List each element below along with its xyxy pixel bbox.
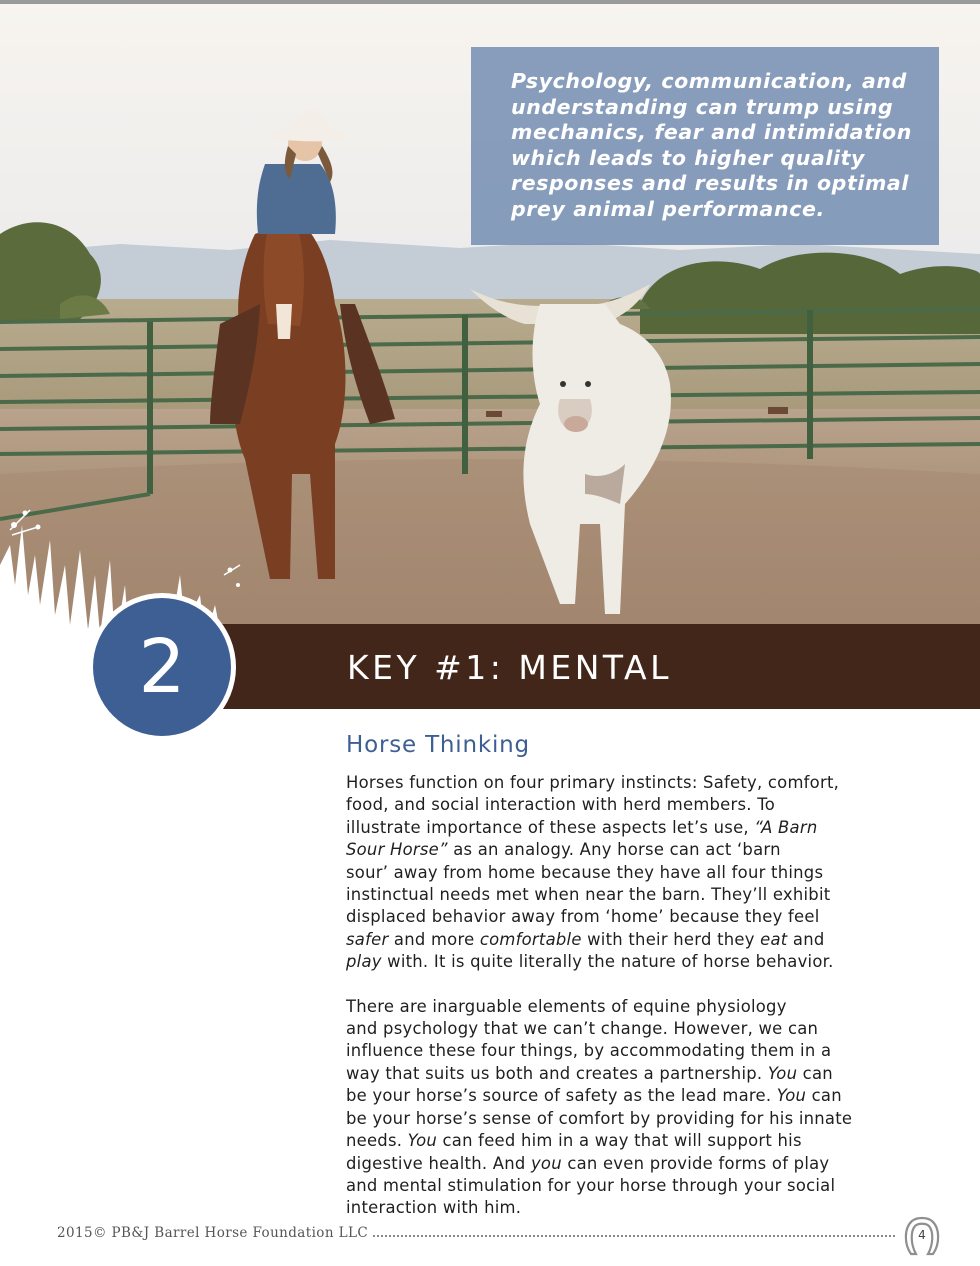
paragraph-2 [346,996,936,1220]
italic-run: eat [760,929,788,949]
text-run: and psychology that we can’t change. However, we can [346,1019,819,1039]
text-run: There are inarguable elements of equine physiology [346,996,787,1016]
text-line [346,906,936,928]
text-run: as an analogy. Any horse can act ‘barn [447,840,781,860]
text-run: with their herd they [581,929,761,949]
quote-line: which leads to higher quality [511,145,865,170]
footer-copyright: 2015© PB&J Barrel Horse Foundation LLC [57,1225,372,1241]
text-run: influence these four things, by accommodating them in a [346,1041,832,1061]
text-line [346,1040,936,1062]
text-run: way that suits us both and creates a partnership. [346,1063,768,1083]
text-run: sour’ away from home because they have all four things [346,862,824,882]
article-body [346,730,936,1220]
text-line [346,1175,936,1197]
text-run: needs. [346,1131,408,1151]
italic-run: You [776,1086,807,1106]
text-line [346,996,936,1018]
text-line [346,1018,936,1040]
text-line [346,1085,936,1107]
page-number: 4 [918,1228,926,1242]
text-run: digestive health. And [346,1153,531,1173]
quote-line: prey animal performance. [511,196,825,221]
text-run: food, and social interaction with herd members. To [346,795,775,815]
text-run: can [806,1086,842,1106]
text-line [346,1197,936,1219]
text-run: interaction with him. [346,1198,522,1218]
section-title: KEY #1: MENTAL [347,648,672,687]
italic-run: Sour Horse” [346,840,448,860]
text-line [346,839,936,861]
italic-run: safer [346,929,389,949]
footer-dotted-rule [360,1235,895,1237]
subheading: Horse Thinking [346,732,530,758]
text-line [346,1153,936,1175]
text-run: and [787,929,825,949]
text-run: instinctual needs met when near the barn. They’ll exhibit [346,885,831,905]
italic-run: “A Barn [754,817,818,837]
section-header-band [205,624,980,709]
quote-line: mechanics, fear and intimidation [511,120,912,144]
text-line [346,929,936,951]
text-run: displaced behavior away from ‘home’ because they feel [346,907,820,927]
italic-run: you [530,1153,562,1173]
text-run: with. It is quite literally the nature of horse behavior. [381,952,834,972]
text-line [346,1108,936,1130]
text-run: illustrate importance of these aspects let’s use, [346,817,755,837]
text-line [346,772,936,794]
text-run: be your horse’s source of safety as the lead mare. [346,1086,777,1106]
text-run: can [797,1063,833,1083]
text-run: be your horse’s sense of comfort by providing for his innate [346,1108,853,1128]
section-number: 2 [93,598,231,736]
text-line [346,1063,936,1085]
quote-line: understanding can trump using [511,94,894,119]
text-line [346,862,936,884]
text-run: Horses function on four primary instincts: Safety, comfort, [346,773,840,792]
section-number-badge [88,593,236,741]
text-run: can even provide forms of play [561,1153,830,1173]
italic-run: comfortable [479,929,582,949]
text-line [346,884,936,906]
text-line [346,817,936,839]
italic-run: You [767,1063,798,1083]
quote-line: responses and results in optimal [511,171,909,195]
text-run: can feed him in a way that will support his [437,1131,802,1151]
italic-run: play [346,952,382,972]
quote-box [471,47,939,245]
text-line [346,794,936,816]
quote-line: Psychology, communication, and [511,69,907,93]
text-line [346,951,936,973]
text-line [346,1130,936,1152]
pull-quote [511,69,919,222]
text-run: and more [388,929,480,949]
paragraph-1 [346,772,936,974]
text-run: and mental stimulation for your horse through your social [346,1175,836,1195]
italic-run: You [407,1131,438,1151]
